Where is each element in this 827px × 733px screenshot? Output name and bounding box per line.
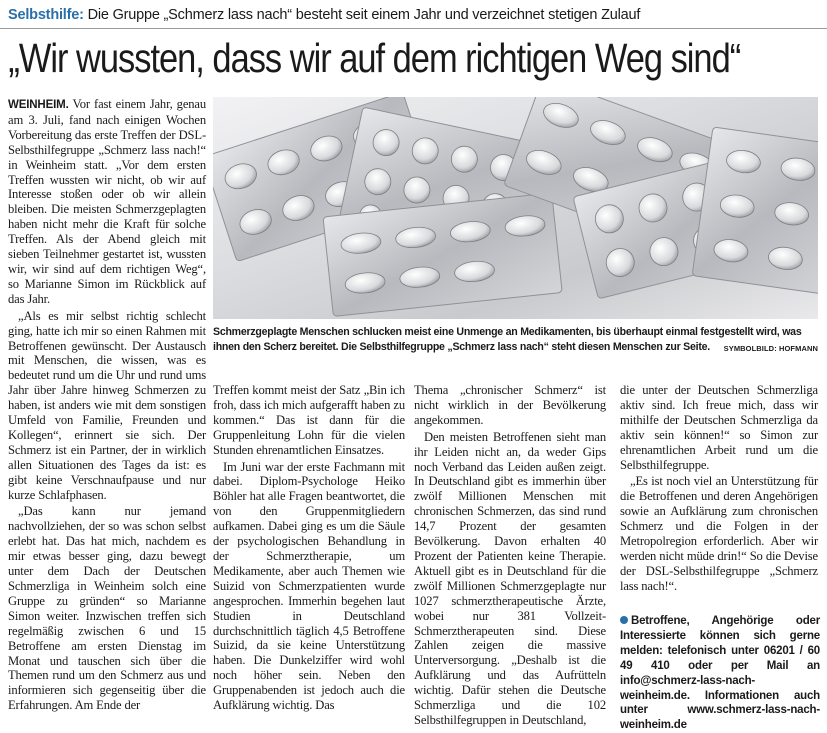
photo-caption: Schmerzgeplagte Menschen schlucken meist eine Unmenge an Medikamenten, bis überhaupt einmal festgestellt wird, was ihnen den Scherz bereitet. Die Selbsthilfegruppe „Schmerz lass nach“ steht diesen Menschen zur Seite. — [213, 326, 802, 353]
info-bullet-icon — [620, 616, 628, 624]
paragraph: Thema „chronischer Schmerz“ ist nicht wirklich in der Bevölkerung angekommen. — [414, 383, 606, 427]
kicker-lead: Selbsthilfe: — [8, 7, 84, 23]
article-column-2 — [213, 383, 405, 713]
paragraph: WEINHEIM. Vor fast einem Jahr, genau am 3. Juli, fand nach einigen Wochen Vorbereitung das erste Treffen der DSL-Selbsthilfegruppe „Schmerz lass nach!“ in Weinheim statt. „Vor dem ersten Treffen wussten wir nicht, ob wir auf Interesse stoßen oder ob wir allein bleiben. Die meisten Schmerzgeplagten haben nicht mehr die Kraft für solche Treffen. Als der Abend gleich mit sieben Teilnehmer gestartet ist, wussten wir, wir sind auf dem richtigen Weg“, so Marianne Simon im Rückblick auf das Jahr. — [8, 97, 206, 306]
paragraph: Den meisten Betroffenen sieht man ihr Leiden nicht an, da weder Gips noch Verband das Leiden außen zeigt. In Deutschland gibt es immerhin über zwölf Millionen Menschen mit chronischen Schmerzen, das sind rund 14,7 Prozent der gesamten Bevölkerung. Davon erhalten 40 Prozent der Patienten keine Therapie. Aktuell gibt es in Deutschland für die zwölf Millionen Schmerzgeplagte nur 1027 schmerztherapeutische Ärzte, wobei nur 381 Vollzeit-Schmerztherapeuten sind. Diese Zahlen zeigen die massive Unterversorgung. „Deshalb ist die Aufklärung und das Aufrütteln wichtig. Dafür stehen die Deutsche Schmerzliga und die 102 Selbsthilfegruppen in Deutschland, — [414, 429, 606, 727]
article-column-1 — [8, 97, 206, 713]
kicker-line — [8, 4, 819, 26]
paragraph: Im Juni war der erste Fachmann mit dabei. Diplom-Psychologe Heiko Böhler hat alle Fragen beantwortet, die von den Gruppenmitgliedern aufkamen. Dabei ging es um die Säule der psychologischen Behandlung in der Schmerztherapie, um Medikamente, aber auch Themen wie Suizid von Schmerzpatienten wurde angesprochen. Immerhin begehen laut Studien in Deutschland durchschnittlich täglich 4,5 Betroffene Suizid, da sie keine Unterstützung haben. Die Dunkelziffer wird wohl noch höher sein. Neben den Gruppenabenden ist jedoch auch die Aufklärung wichtig. Das — [213, 459, 405, 713]
paragraph: die unter der Deutschen Schmerzliga aktiv sind. Ich freue mich, dass wir mithilfe der Deutschen Schmerzliga da aktiv sein können!“ so Simon zur ehrenamtlichen Arbeit rund um die Selbsthilfegruppe. — [620, 383, 818, 472]
paragraph: Treffen kommt meist der Satz „Bin ich froh, dass ich mich aufgerafft haben zu kommen.“ Das ist dann für die Gruppenleitung Lohn für die vielen Stunden ehrenamtlichen Einsatzes. — [213, 383, 405, 457]
kicker-text: Die Gruppe „Schmerz lass nach“ besteht seit einem Jahr und verzeichnet stetigen Zulauf — [83, 7, 641, 23]
paragraph: „Als es mir selbst richtig schlecht ging, hatte ich mir so einen Rahmen mit Betroffenen gewünscht. Der Austausch mit Menschen, die wissen, was es bedeutet rund um die Uhr und rund ums Jahr über Jahre hinweg Schmerzen zu haben, ist anders wie mit dem sonstigen Umfeld von Familie, Freunden und Kollegen“, erinnert sie sich. Der Schmerz ist ein Partner, der in wirklich allen Situationen des Tages da ist: es gibt keine Verschnaufpause und nur kurze Schlafphasen. — [8, 308, 206, 502]
headline: „Wir wussten, dass wir auf dem richtigen Weg sind“ — [8, 35, 741, 81]
kicker-divider — [0, 28, 827, 29]
paragraph: „Das kann nur jemand nachvollziehen, der so was schon selbst erlebt hat. Das hat mich, nachdem es mir etwas besser ging, dazu bewegt unter dem Dach der Deutschen Schmerzliga in Weinheim solch eine Gruppe zu gründen“ so Marianne Simon weiter. Inzwischen treffen sich regelmäßig zwischen 6 und 15 Betroffene am ersten Dienstag im Monat und tauschen sich über die Themen rund um den Schmerz aus und informieren sich gegenseitig über die Erfahrungen. Am Ende der — [8, 504, 206, 713]
info-text: Betroffene, Angehörige oder Interessierte können sich gerne melden: telefonisch unter 06201 / 60 49 410 oder per Mail an info@schmerz-lass-nach-weinheim.de. Informationen auch unter www.schmerz-lass-nach-weinheim.de — [620, 615, 820, 732]
paragraph: „Es ist noch viel an Unterstützung für die Betroffenen und deren Angehörigen sowie an Aufklärung zum chronischen Schmerz und die Folgen in der Metropolregion erforderlich. Aber wir werden nicht müde drin!“ So die Devise der DSL-Selbsthilfegruppe „Schmerz lass nach!“. — [620, 474, 818, 593]
article-column-4 — [620, 383, 818, 594]
info-box — [620, 614, 820, 733]
dateline: WEINHEIM. — [8, 99, 69, 111]
pill-blister-photo — [213, 97, 818, 319]
photo-credit: SYMBOLBILD: HOFMANN — [723, 344, 818, 353]
article-column-3 — [414, 383, 606, 728]
